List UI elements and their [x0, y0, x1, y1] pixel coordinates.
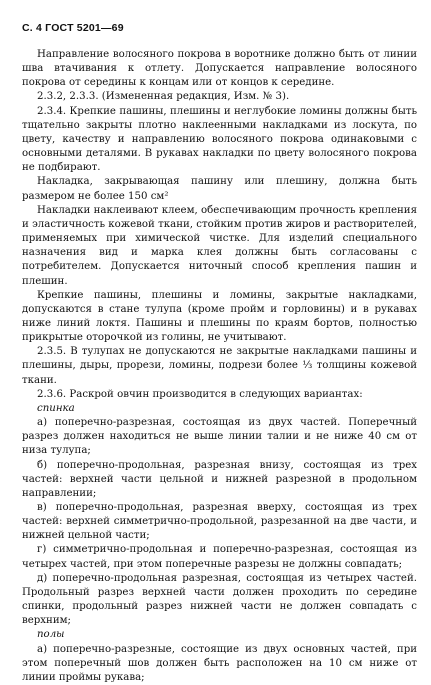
list-item: в) поперечно-продольная, разрезная вверху, состоящая из трех частей: верхней симметрично-продольной, разрезанной на две части, и нижней цельной части; [22, 502, 417, 542]
list-item: б) поперечно-продольная, разрезная внизу, состоящая из трех частей: верхней части цельной и нижней разрезной в продольном направлении; [22, 459, 417, 499]
paragraph: 2.3.2, 2.3.3. (Измененная редакция, Изм. № 3). [37, 91, 290, 103]
paragraph: Накладки наклеивают клеем, обеспечивающим прочность крепления и эластичность кожевой ткани, стойким против жиров и растворителей, применяемых при химической чистке. Для изделий специального назначения вид и марка клея должны быть согласованы с потребителем. Допускается ниточный способ крепления пашин и плешин. [22, 204, 417, 287]
subsection-heading: полы [37, 629, 65, 641]
paragraph: 2.3.4. Крепкие пашины, плешины и неглубокие ломины должны быть тщательно закрыты плотно наклеенными накладками из лоскута, по цвету, качеству и направлению волосяного покрова одинаковыми с основными деталями. В рукавах накладки по цвету волосяного покрова не подбирают. [22, 105, 417, 174]
list-item: а) поперечно-разрезная, состоящая из двух частей. Поперечный разрез должен находиться не выше линии талии и не ниже 40 см от низа тулупа; [22, 417, 417, 457]
paragraph: Направление волосяного покрова в воротнике должно быть от линии шва втачивания к отлету. Допускается направление волосяного покрова от середины к концам или от концов к середине. [22, 49, 417, 89]
paragraph: Крепкие пашины, плешины и ломины, закрытые накладками, допускаются в стане тулупа (кроме пройм и горловины) и в рукавах ниже линий локтя. Пашины и плешины по краям бортов, полностью прикрытые оторочкой из голины, не учитывают. [22, 289, 417, 344]
list-item: а) поперечно-разрезные, состоящие из двух основных частей, при этом поперечный шов должен быть расположен на 10 см ниже от линии проймы рукава; [22, 643, 417, 683]
paragraph: 2.3.6. Раскрой овчин производится в следующих вариантах: [37, 388, 363, 400]
page-header: С. 4 ГОСТ 5201—69 [22, 22, 124, 34]
paragraph: 2.3.5. В тулупах не допускаются не закрытые накладками пашины и плешины, дыры, прорези, ломины, подрези более ⅓ толщины кожевой ткани. [22, 346, 417, 386]
document-body [22, 48, 417, 685]
subsection-heading: спинка [37, 402, 75, 414]
list-item: г) симметрично-продольная и поперечно-разрезная, состоящая из четырех частей, при этом поперечные разрезы не должны совпадать; [22, 544, 417, 570]
paragraph: Накладка, закрывающая пашину или плешину, должна быть размером не более 150 см² [22, 176, 417, 202]
list-item: д) поперечно-продольная разрезная, состоящая из четырех частей. Продольный разрез верхней части должен проходить по середине спинки, продольный разрез нижней части не должен совпадать с верхним; [22, 572, 417, 627]
